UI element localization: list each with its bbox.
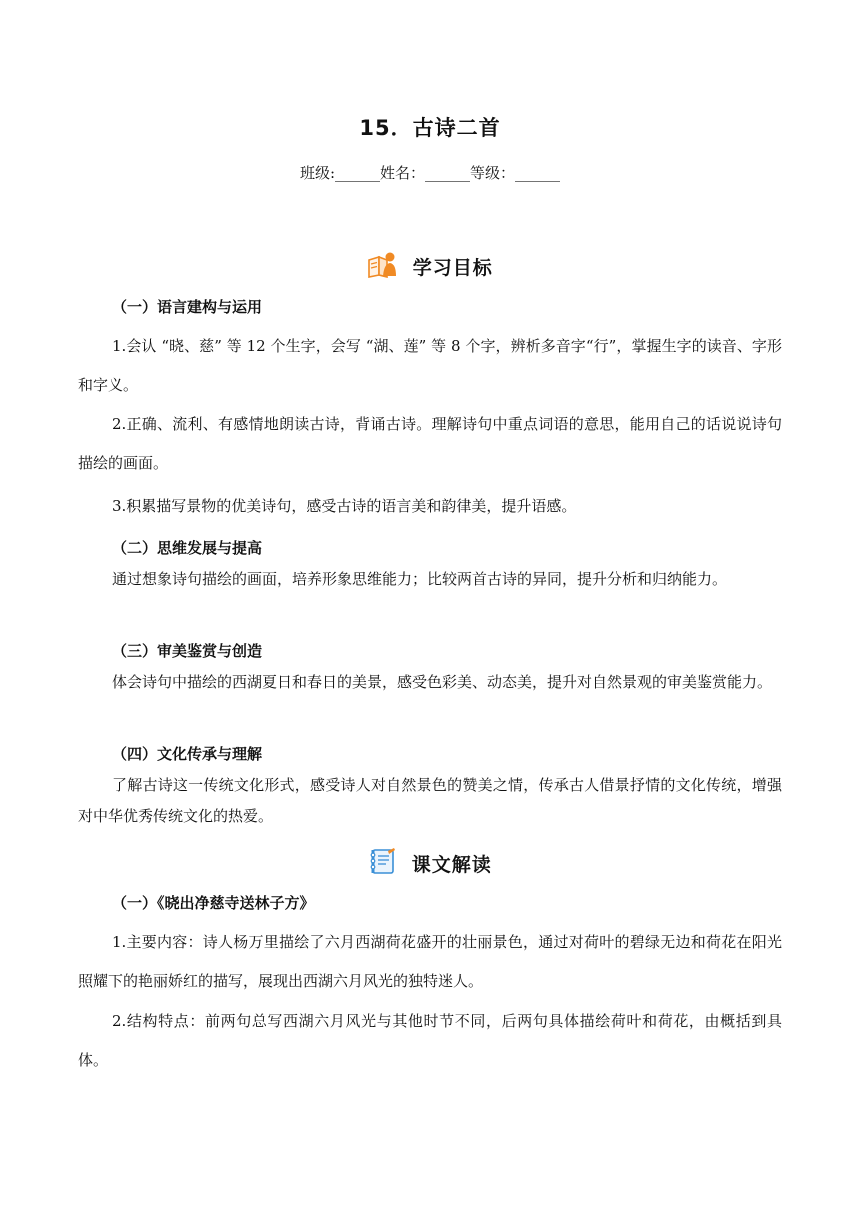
subsection-title: （一）《晓出净慈寺送林子方》: [112, 894, 315, 912]
learning-goals-title: 学习目标: [412, 257, 493, 279]
learning-goals-heading: [78, 250, 782, 283]
paragraph: 2.正确、流利、有感情地朗读古诗，背诵古诗。理解诗句中重点词语的意思，能用自己的话说说诗句描绘的画面。: [78, 415, 782, 472]
paragraph: 通过想象诗句描绘的画面，培养形象思维能力；比较两首古诗的异同，提升分析和归纳能力。: [112, 570, 728, 588]
subsection-title: （三）审美鉴赏与创造: [112, 642, 263, 660]
paragraph: 了解古诗这一传统文化形式，感受诗人对自然景色的赞美之情，传承古人借景抒情的文化传统，增强对中华优秀传统文化的热爱。: [78, 776, 782, 825]
paragraph: 3.积累描写景物的优美诗句，感受古诗的语言美和韵律美，提升语感。: [112, 497, 577, 515]
text-analysis-heading: [78, 847, 782, 880]
page-title: 15．古诗二首: [359, 116, 501, 140]
paragraph: 1.会认 “晓、慈” 等 12 个生字，会写 “湖、莲” 等 8 个字，辨析多音字“行”，掌握生字的读音、字形和字义。: [78, 337, 782, 394]
paragraph: 2.结构特点：前两句总写西湖六月风光与其他时节不同，后两句具体描绘荷叶和荷花，由概括到具体。: [78, 1012, 782, 1069]
subsection-title: （二）思维发展与提高: [112, 539, 263, 557]
student-info-line: 班级:______姓名：______等级：______: [299, 164, 561, 182]
paragraph: 1.主要内容：诗人杨万里描绘了六月西湖荷花盛开的壮丽景色，通过对荷叶的碧绿无边和荷花在阳光照耀下的艳丽娇红的描写，展现出西湖六月风光的独特迷人。: [78, 933, 782, 990]
reading-person-icon: [367, 250, 397, 283]
subsection-title: （四）文化传承与理解: [112, 745, 263, 763]
notebook-icon: [368, 847, 396, 880]
text-analysis-title: 课文解读: [411, 854, 492, 876]
paragraph: 体会诗句中描绘的西湖夏日和春日的美景，感受色彩美、动态美，提升对自然景观的审美鉴赏能力。: [112, 673, 773, 691]
subsection-title: （一）语言建构与运用: [112, 298, 263, 316]
